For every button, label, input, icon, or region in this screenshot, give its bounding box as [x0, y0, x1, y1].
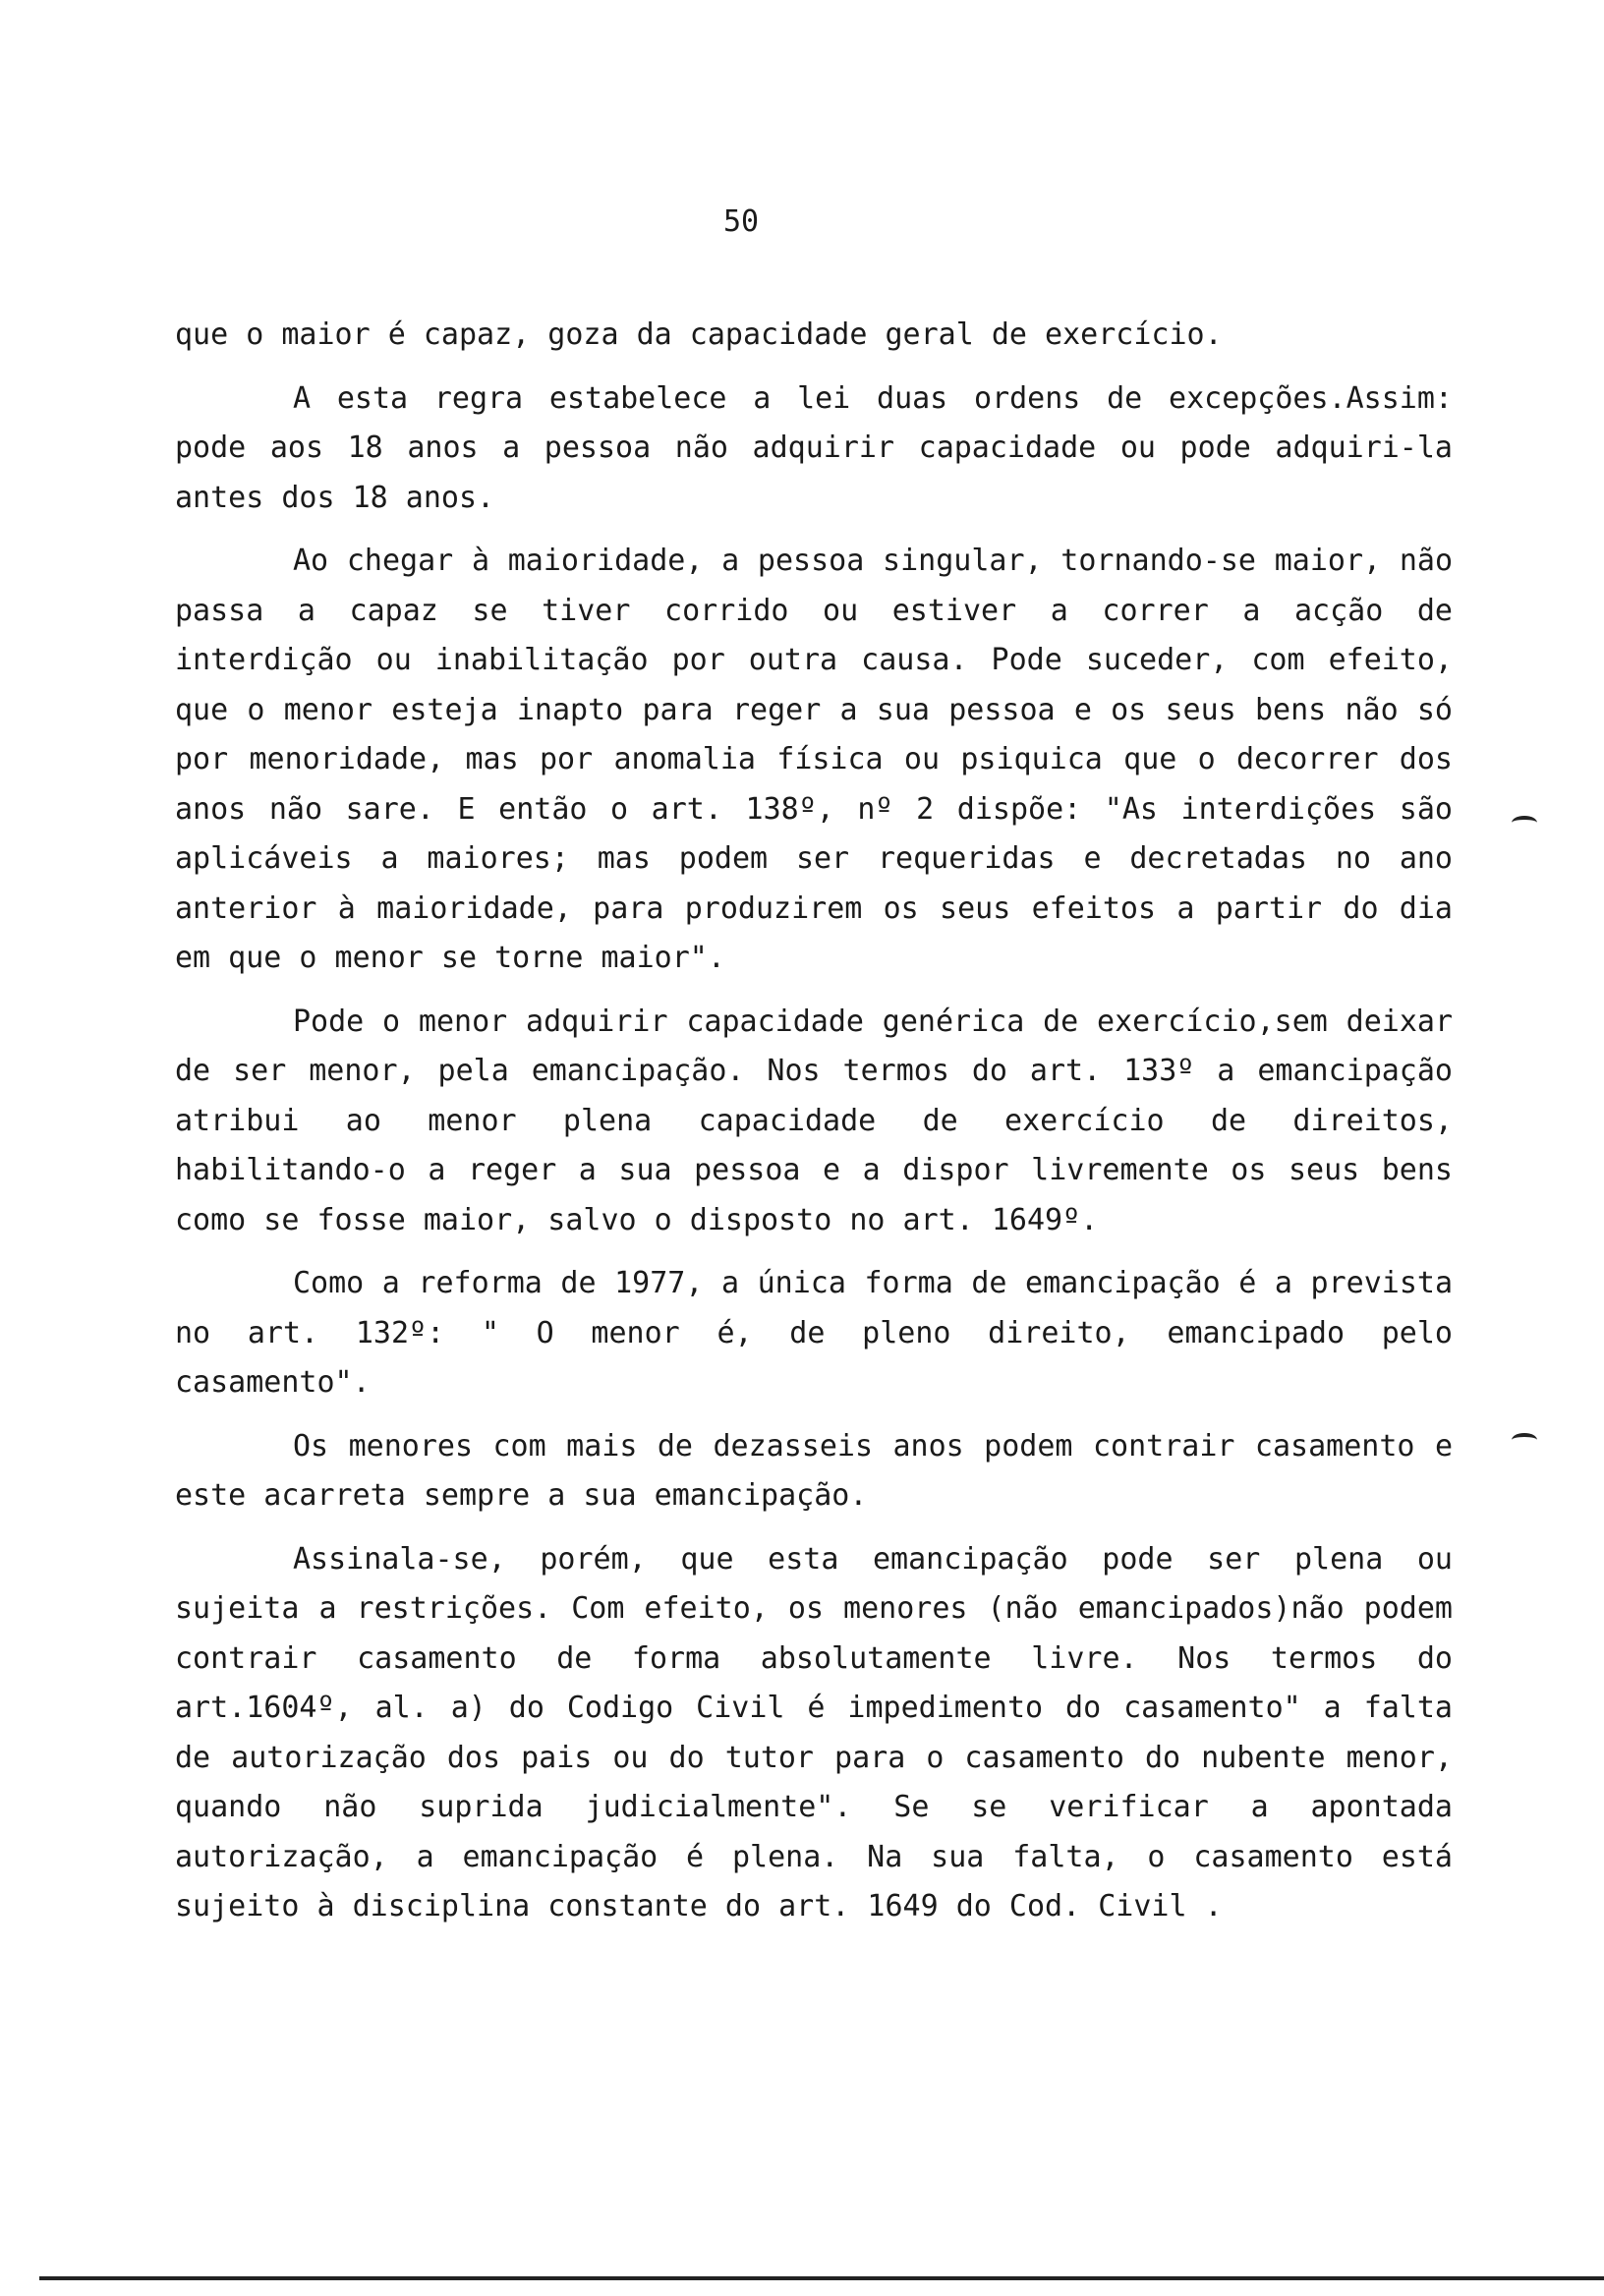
paragraph: Assinala-se, porém, que esta emancipação pode ser plena ou sujeita a restrições. Com efeito, os menores (não emancipados)não podem contrair casamento de forma absolutamente livre. Nos termos do art.1604º, al. a) do Codigo Civil é impedimento do casamento" a falta de autorização dos pais ou do tutor para o casamento do nubente menor, quando não suprida judicialmente". Se se verificar a apontada autorização, a emancipação é plena. Na sua falta, o casamento está sujeito à disciplina constante do art. 1649 do Cod. Civil .: [175, 1541, 1453, 1923]
paragraph: Os menores com mais de dezasseis anos podem contrair casamento e este acarreta sempre a sua emancipação.: [175, 1428, 1453, 1513]
bottom-rule: [39, 2276, 1604, 2280]
paragraph: Ao chegar à maioridade, a pessoa singular, tornando-se maior, não passa a capaz se tiver corrido ou estiver a correr a acção de interdição ou inabilitação por outra causa. Pode suceder, com efeito, que o menor esteja inapto para reger a sua pessoa e os seus bens não só por menoridade, mas por anomalia física ou psiquica que o decorrer dos anos não sare. E então o art. 138º, nº 2 dispõe: "As interdições são aplicáveis a maiores; mas podem ser requeridas e decretadas no ano anterior à maioridade, para produzirem os seus efeitos a partir do dia em que o menor se torne maior".: [175, 544, 1453, 975]
margin-mark: [1512, 816, 1537, 830]
page-number: 50: [723, 204, 760, 239]
paragraph: que o maior é capaz, goza da capacidade geral de exercício.: [175, 317, 1223, 352]
margin-mark: [1512, 1433, 1537, 1447]
document-body: [175, 311, 1453, 1946]
paragraph: Pode o menor adquirir capacidade genérica de exercício,sem deixar de ser menor, pela emancipação. Nos termos do art. 133º a emancipação atribui ao menor plena capacidade de exercício de direitos, habilitando-o a reger a sua pessoa e a dispor livremente os seus bens como se fosse maior, salvo o disposto no art. 1649º.: [175, 1004, 1453, 1237]
paragraph: A esta regra estabelece a lei duas ordens de excepções.Assim: pode aos 18 anos a pessoa não adquirir capacidade ou pode adquiri-la antes dos 18 anos.: [175, 380, 1453, 515]
paragraph: Como a reforma de 1977, a única forma de emancipação é a prevista no art. 132º: " O menor é, de pleno direito, emancipado pelo casamento".: [175, 1266, 1453, 1400]
